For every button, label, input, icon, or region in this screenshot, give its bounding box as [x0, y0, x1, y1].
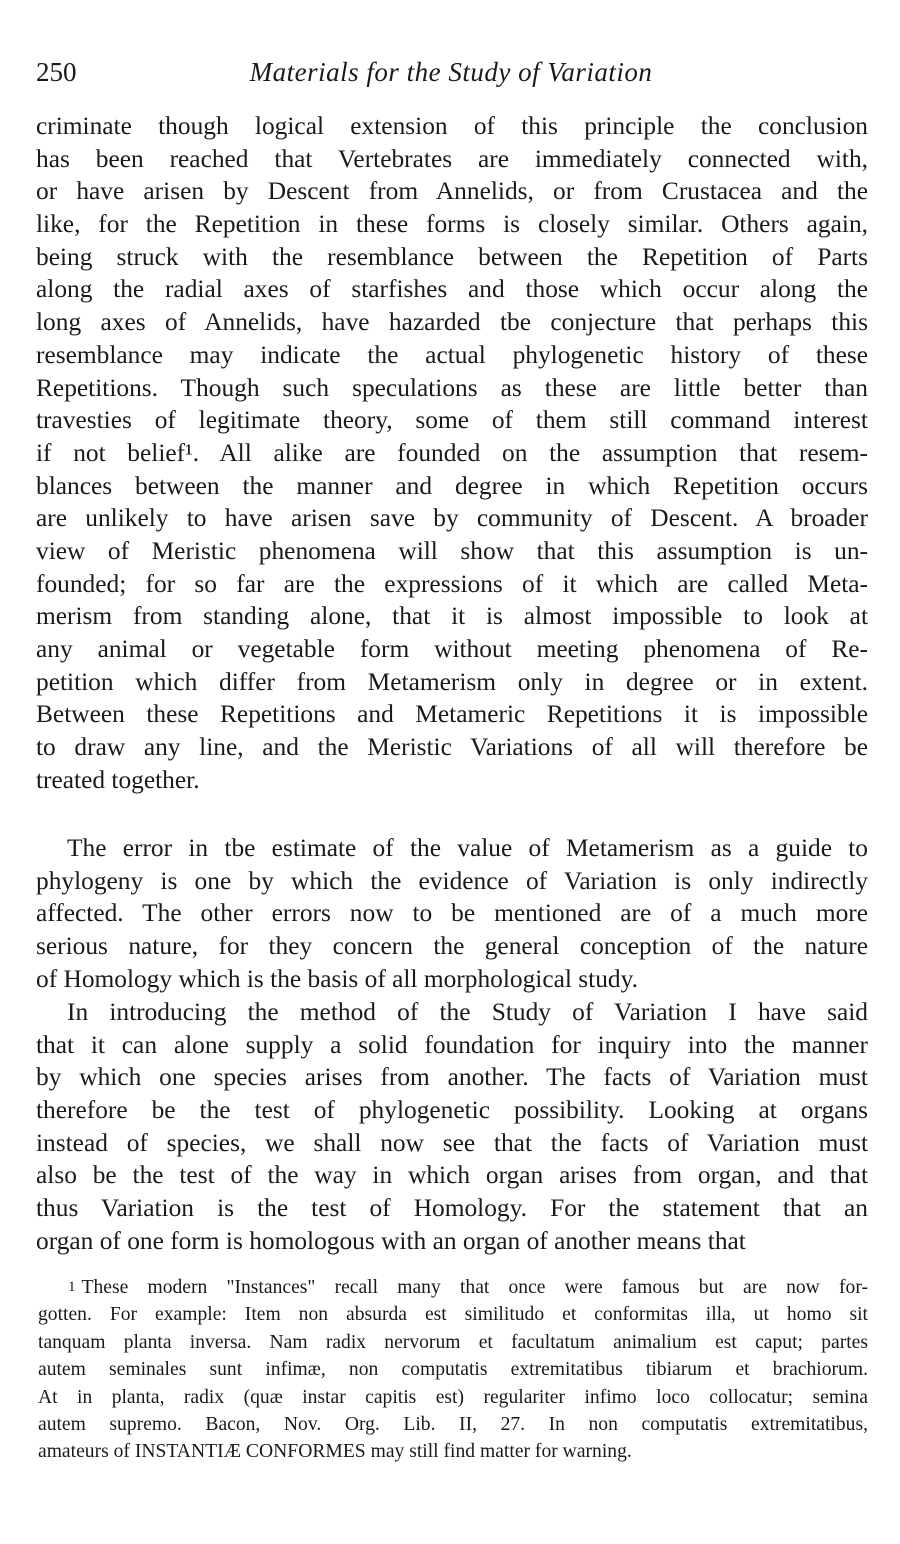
- text-line: to draw any line, and the Meristic Variations of all will therefore be: [36, 733, 868, 762]
- text-line: organ of one form is homologous with an organ of another means that: [36, 1226, 746, 1255]
- text-line: Repetitions. Though such speculations as these are little better than: [36, 373, 868, 402]
- paragraph-1: [36, 110, 868, 796]
- footnote-line: tanquam planta inversa. Nam radix nervorum et facultatum animalium est caput; partes: [38, 1331, 868, 1353]
- text-line: phylogeny is one by which the evidence of Variation is only indirectly: [36, 866, 868, 895]
- text-line: affected. The other errors now to be mentioned are of a much more: [36, 899, 868, 928]
- page-number: 250: [36, 57, 77, 87]
- text-line: resemblance may indicate the actual phylogenetic history of these: [36, 340, 868, 369]
- text-line: being struck with the resemblance between the Repetition of Parts: [36, 242, 868, 271]
- text-line: along the radial axes of starfishes and those which occur along the: [36, 275, 868, 304]
- text-line: also be the test of the way in which organ arises from organ, and that: [36, 1161, 868, 1190]
- text-line: thus Variation is the test of Homology. For the statement that an: [36, 1194, 868, 1223]
- text-line: In introducing the method of the Study of Variation I have said: [67, 998, 868, 1026]
- text-line: any animal or vegetable form without meeting phenomena of Re-: [36, 635, 868, 663]
- text-line: treated together.: [36, 765, 200, 794]
- footnote-line: amateurs of INSTANTIÆ CONFORMES may still find matter for warning.: [38, 1441, 632, 1463]
- running-title: Materials for the Study of Variation: [249, 57, 653, 87]
- text-line: has been reached that Vertebrates are immediately connected with,: [36, 144, 868, 173]
- text-line: instead of species, we shall now see that the facts of Variation must: [36, 1128, 868, 1157]
- footnote-line: gotten. For example: Item non absurda est similitudo et conformitas illa, ut homo sit: [38, 1304, 868, 1326]
- text-line: are unlikely to have arisen save by community of Descent. A broader: [36, 504, 868, 533]
- text-line: therefore be the test of phylogenetic possibility. Looking at organs: [36, 1096, 868, 1125]
- text-line: founded; for so far are the expressions of it which are called Meta-: [36, 569, 868, 598]
- footnote-line: At in planta, radix (quæ instar capitis est) regulariter infimo loco collocatur; semina: [38, 1386, 868, 1408]
- footnote-marker: 1: [68, 1279, 76, 1295]
- text-line: serious nature, for they concern the general conception of the nature: [36, 932, 868, 961]
- text-line: or have arisen by Descent from Annelids, or from Crustacea and the: [36, 177, 868, 206]
- paragraph-3: [36, 996, 868, 1258]
- footnote-line: autem seminales sunt infimæ, non computatis extremitatibus tibiarum et brachiorum.: [38, 1359, 868, 1381]
- text-line: of Homology which is the basis of all morphological study.: [36, 964, 639, 993]
- text-line: long axes of Annelids, have hazarded tbe conjecture that perhaps this: [36, 308, 868, 337]
- footnote-line: 1 These modern "Instances" recall many that once were famous but are now for-: [68, 1277, 868, 1298]
- text-line: The error in tbe estimate of the value of Metamerism as a guide to: [67, 834, 868, 862]
- page-header: [36, 52, 866, 92]
- text-line: if not belief¹. All alike are founded on the assumption that resem-: [36, 438, 868, 467]
- footnote: [38, 1274, 868, 1466]
- text-line: by which one species arises from another. The facts of Variation must: [36, 1063, 868, 1092]
- text-line: blances between the manner and degree in which Repetition occurs: [36, 471, 868, 500]
- text-line: view of Meristic phenomena will show that this assumption is un-: [36, 536, 868, 565]
- text-line: merism from standing alone, that it is almost impossible to look at: [36, 602, 868, 631]
- text-line: travesties of legitimate theory, some of them still command interest: [36, 406, 868, 435]
- text-line: like, for the Repetition in these forms is closely similar. Others again,: [36, 210, 868, 239]
- text-line: petition which differ from Metamerism only in degree or in extent.: [36, 667, 868, 696]
- text-line: Between these Repetitions and Metameric Repetitions it is impossible: [36, 700, 868, 729]
- text-line: that it can alone supply a solid foundation for inquiry into the manner: [36, 1030, 868, 1059]
- text-line: criminate though logical extension of this principle the conclusion: [36, 112, 868, 140]
- paragraph-2: [36, 832, 868, 995]
- footnote-line: autem supremo. Bacon, Nov. Org. Lib. II, 27. In non computatis extremitatibus,: [38, 1413, 868, 1435]
